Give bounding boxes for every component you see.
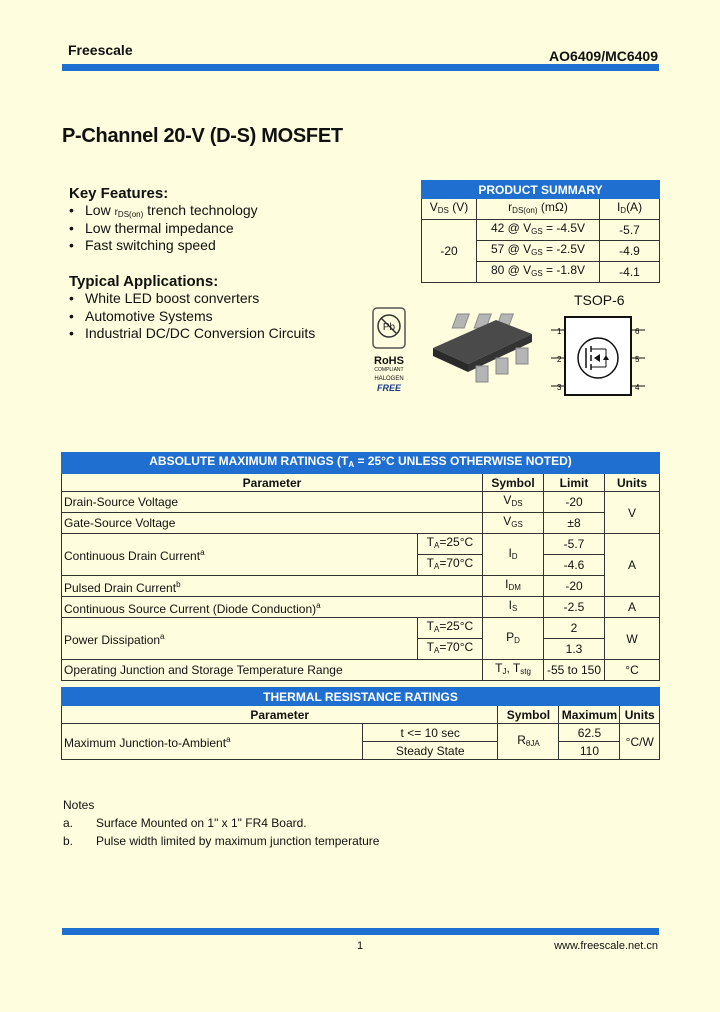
table-row: 57 @ $V_{GS} = -2.5V$ -4.9: [422, 241, 660, 262]
table-row: Continuous Drain Current$^a$ $T_A=25^\circ C$ $I_D$ -5.7 A: [62, 534, 660, 555]
pin-label: 1: [557, 327, 562, 336]
product-summary-table: [421, 180, 660, 283]
list-item: • Low thermal impedance: [69, 220, 258, 238]
rohs-logo: Pb RoHS COMPLIANT HALOGEN FREE: [364, 306, 414, 393]
col-vds: $V_{DS}$ (V): [422, 199, 477, 220]
typical-applications-heading: Typical Applications:: [69, 273, 219, 290]
package-name: TSOP-6: [574, 292, 625, 308]
table-row: Power Dissipation$^a$ $T_A=25^\circ C$ $P_D$ 2 W: [62, 618, 660, 639]
page-number: 1: [357, 940, 364, 952]
svg-text:Pb: Pb: [382, 322, 396, 333]
pin-label: 2: [557, 355, 562, 364]
list-item: • White LED boost converters: [69, 290, 315, 308]
table-row: $T_A=70^\circ C$ 1.3: [62, 639, 660, 660]
notes-heading: Notes: [63, 798, 95, 812]
table-row: -20 42 @ $V_{GS} = -4.5V$ -5.7: [422, 220, 660, 241]
abs-max-title: ABSOLUTE MAXIMUM RATINGS ($T_A = 25^\circ C$ UNLESS OTHERWISE NOTED): [62, 453, 660, 474]
key-features-heading: Key Features:: [69, 185, 169, 202]
vds-value: -20: [422, 220, 477, 283]
product-summary-title: PRODUCT SUMMARY: [422, 181, 660, 199]
header-rule: [62, 64, 659, 71]
footer-url[interactable]: www.freescale.net.cn: [554, 940, 658, 952]
list-item: • Low $r_{DS(on)}$ trench technology: [69, 202, 258, 220]
pin-label: 3: [557, 383, 562, 392]
pin-label: 4: [635, 383, 640, 392]
key-features-list: [69, 202, 258, 255]
absolute-maximum-ratings-table: ABSOLUTE MAXIMUM RATINGS ($T_A = 25^\circ C$ UNLESS OTHERWISE NOTED) Parameter Symbol Limit Units Drain-Source Voltage $V_{DS}$ -20 V Gate-Source Voltage $V_{GS}$ ±8 Continuous Drain Current$^a$ $T_A=25^\circ C$ $I_D$ -5.7 A $T_A=70^\circ C$ -4.6 Pulsed Drain Current$^b$ $I_{DM}$ -20 Continuous Source Current (Diode Conduction)$^a$ $I_S$ -2.5 A Power Dissipation$^a$ $T_A=25^\circ C$ $P_D$ 2 W $T_A=70^\circ C$ 1.3 Operating Junction and Storage Temperature Range $T_J$, $T_{stg}$ -55 to 150 °C: [61, 452, 660, 681]
table-row: Maximum Junction-to-Ambient$^a$ t <= 10 sec $R_{\theta JA}$ 62.5 °C/W: [62, 724, 660, 742]
table-row: Operating Junction and Storage Temperature Range $T_J$, $T_{stg}$ -55 to 150 °C: [62, 660, 660, 681]
pin-label: 5: [635, 355, 640, 364]
part-number: AO6409/MC6409: [549, 48, 658, 64]
tsop6-package-image: [428, 312, 538, 387]
thermal-title: THERMAL RESISTANCE RATINGS: [62, 688, 660, 706]
rohs-icon: [371, 306, 407, 350]
notes: [63, 798, 379, 852]
list-item: • Fast switching speed: [69, 237, 258, 255]
typical-applications: [69, 273, 315, 343]
page-title: P-Channel 20-V (D-S) MOSFET: [62, 125, 343, 147]
table-row: Pulsed Drain Current$^b$ $I_{DM}$ -20: [62, 576, 660, 597]
typical-applications-list: [69, 290, 315, 343]
table-row: Drain-Source Voltage $V_{DS}$ -20 V: [62, 492, 660, 513]
col-rdson: $r_{DS(on)}$ (mΩ): [477, 199, 600, 220]
list-item: • Industrial DC/DC Conversion Circuits: [69, 325, 315, 343]
table-row: Steady State 110: [62, 742, 660, 760]
brand-name: Freescale: [68, 42, 133, 58]
table-row: $T_A=70^\circ C$ -4.6: [62, 555, 660, 576]
key-features: [69, 185, 258, 255]
footer-rule: [62, 928, 659, 935]
list-item: • Automotive Systems: [69, 308, 315, 326]
tsop6-pinout-diagram: [548, 316, 648, 396]
table-row: 80 @ $V_{GS} = -1.8V$ -4.1: [422, 262, 660, 283]
note-item: a. Surface Mounted on 1" x 1" FR4 Board.: [63, 816, 307, 830]
pin-label: 6: [635, 327, 640, 336]
note-item: b. Pulse width limited by maximum junction temperature: [63, 834, 380, 848]
col-id: $I_D(A)$: [600, 199, 660, 220]
thermal-resistance-table: THERMAL RESISTANCE RATINGS Parameter Symbol Maximum Units Maximum Junction-to-Ambient$^a$ t <= 10 sec $R_{\theta JA}$ 62.5 °C/W Steady State 110: [61, 687, 660, 760]
table-row: Continuous Source Current (Diode Conduction)$^a$ $I_S$ -2.5 A: [62, 597, 660, 618]
table-row: Gate-Source Voltage $V_{GS}$ ±8: [62, 513, 660, 534]
